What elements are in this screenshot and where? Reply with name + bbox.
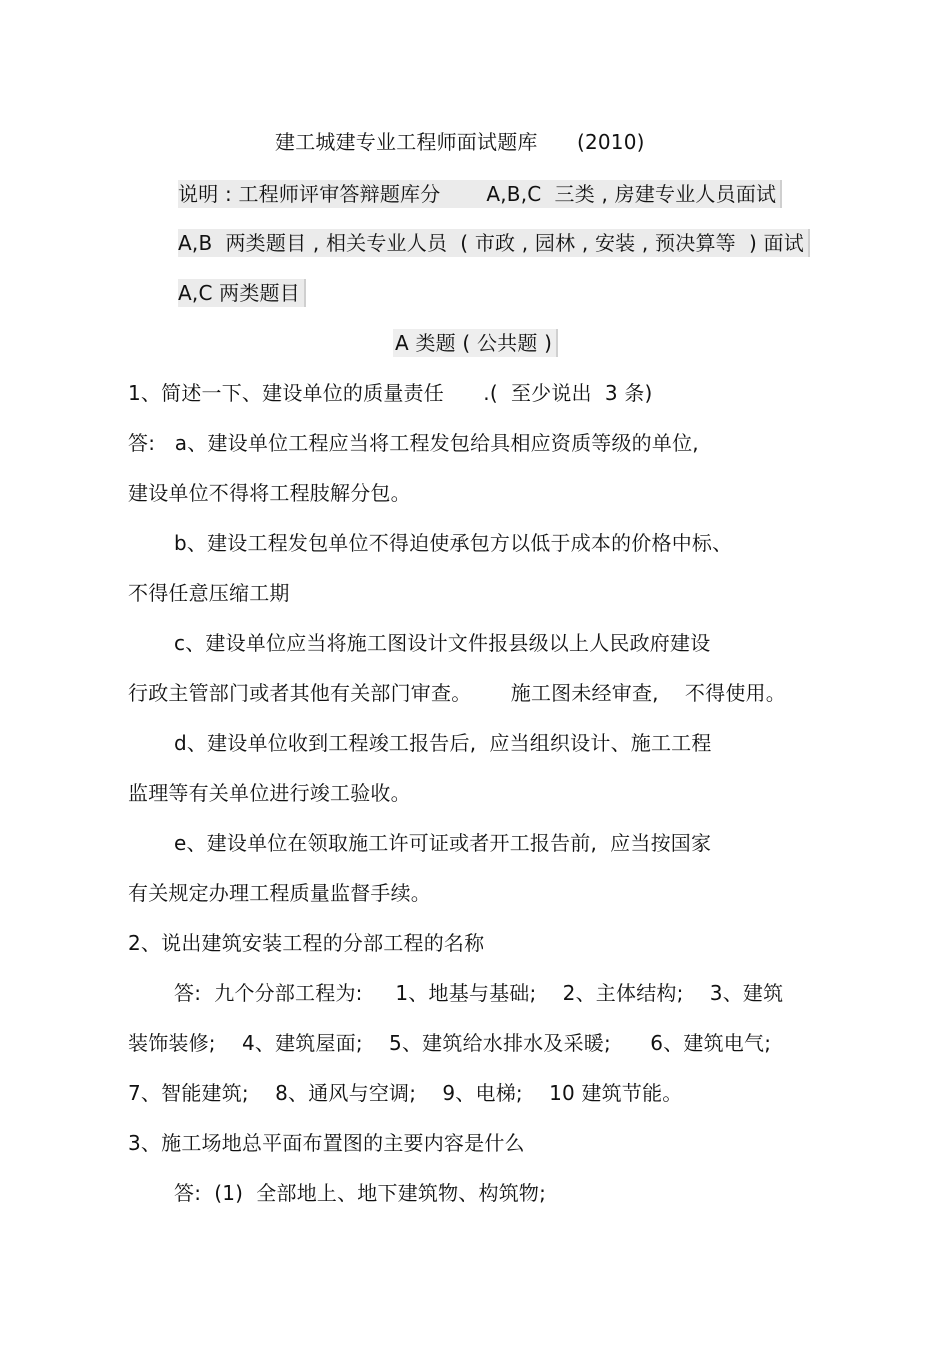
answer-line: 建设单位不得将工程肢解分包。 xyxy=(128,481,411,505)
answer-line: 装饰装修; 4、建筑屋面; 5、建筑给水排水及采暖; 6、建筑电气; xyxy=(128,1031,772,1055)
question-3: 3、施工场地总平面布置图的主要内容是什么 xyxy=(128,1131,525,1155)
intro-line-1: 说明 : 工程师评审答辩题库分 A,B,C 三类 , 房建专业人员面试 xyxy=(178,180,782,208)
answer-line: 7、智能建筑; 8、通风与空调; 9、电梯; 10 建筑节能。 xyxy=(128,1081,683,1105)
answer-line: 监理等有关单位进行竣工验收。 xyxy=(128,781,411,805)
answer-line: 答: (1) 全部地上、地下建筑物、构筑物; xyxy=(174,1181,547,1205)
answer-line: d、建设单位收到工程竣工报告后, 应当组织设计、施工工程 xyxy=(174,731,712,755)
answer-line: c、建设单位应当将施工图设计文件报县级以上人民政府建设 xyxy=(174,631,711,655)
intro-line-3: A,C 两类题目 xyxy=(178,279,306,307)
answer-line: 答: a、建设单位工程应当将工程发包给具相应资质等级的单位, xyxy=(128,431,699,455)
answer-line: b、建设工程发包单位不得迫使承包方以低于成本的价格中标、 xyxy=(174,531,733,555)
answer-line: 不得任意压缩工期 xyxy=(128,581,290,605)
document-title: 建工城建专业工程师面试题库 (2010) xyxy=(275,130,645,154)
answer-line: 答: 九个分部工程为: 1、地基与基础; 2、主体结构; 3、建筑 xyxy=(174,981,784,1005)
answer-line: e、建设单位在领取施工许可证或者开工报告前, 应当按国家 xyxy=(174,831,712,855)
section-heading: A 类题 ( 公共题 ) xyxy=(393,329,558,357)
answer-line: 行政主管部门或者其他有关部门审查。 施工图未经审查, 不得使用。 xyxy=(128,681,786,705)
answer-line: 有关规定办理工程质量监督手续。 xyxy=(128,881,431,905)
question-2: 2、说出建筑安装工程的分部工程的名称 xyxy=(128,931,485,955)
question-1: 1、简述一下、建设单位的质量责任 .( 至少说出 3 条) xyxy=(128,381,653,405)
intro-line-2: A,B 两类题目 , 相关专业人员 ( 市政 , 园林 , 安装 , 预决算等 ) 面试 xyxy=(178,229,810,257)
